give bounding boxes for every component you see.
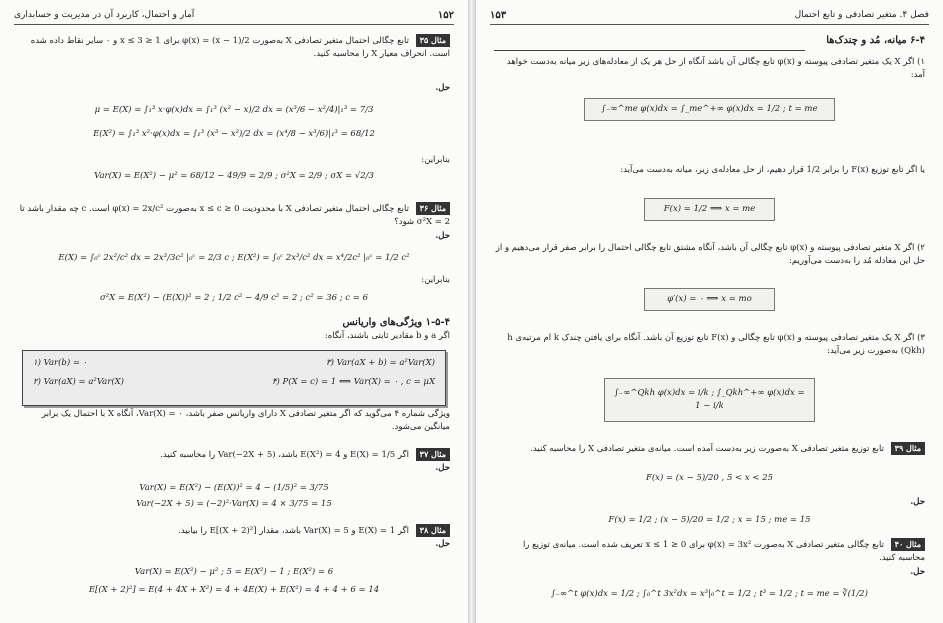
example-40-text: تابع چگالی متغیر تصادفی X به‌صورت φ(x) = 3x² برای 0 ≤ x ≤ 1 تعریف شده است. میانه‌ی توزیع را محاسبه کنید. <box>522 540 925 563</box>
example-40 <box>494 538 925 565</box>
variance-properties-box <box>22 350 446 406</box>
equation-36b: σ²X = E(X²) − (E(X))² = 2 ; 1/2 c² − 4/9 c² = 2 ; c² = 36 ; c = 6 <box>99 293 369 303</box>
mode-equation-box <box>644 288 775 311</box>
example-39-text: تابع توزیع متغیر تصادفی X به‌صورت زیر به‌دست آمده است. میانه‌ی متغیر تصادفی X را محاسبه کنید. <box>530 444 884 454</box>
section-rule <box>494 50 805 51</box>
equation-36a: E(X) = ∫₀ᶜ 2x²/c² dx = 2x³/3c² |₀ᶜ = 2/3 c ; E(X²) = ∫₀ᶜ 2x³/c² dx = x⁴/2c² |₀ᶜ = 1/2 c² <box>58 253 410 263</box>
cdf-equation: F(x) = 1/2 ⟹ x = me <box>663 204 756 214</box>
example-37-text: اگر E(X) = 1/5 و E(X²) = 4 باشد، Var(−2X + 5) را محاسبه کنید. <box>160 450 409 460</box>
left-content <box>18 30 450 617</box>
example-39-solution-label: حل. <box>910 497 925 507</box>
property-1: ۱) Var(b) = ۰ <box>33 358 88 368</box>
left-page-header <box>14 8 454 25</box>
example-39-tag: مثال ۳۹ <box>891 442 925 455</box>
property-3: ۳) Var(aX + b) = a²Var(X) <box>326 358 435 368</box>
example-36-solution-label: حل. <box>435 231 450 241</box>
median-equation-box <box>584 98 835 121</box>
quantile-equation: ∫₋∞^Qkh φ(x)dx = i/k ; ∫_Qkh^+∞ φ(x)dx = 1 − i/k <box>614 388 805 411</box>
example-35-text: تابع چگالی احتمال متغیر تصادفی X به‌صورت φ(x) = (x − 1)/2 برای 1 ≤ x ≤ 3 و ۰ سایر نقاط داده شده است. انحراف معیار X را محاسبه کنید. <box>30 36 450 59</box>
example-36 <box>18 202 450 229</box>
example-38-text: اگر E(X) = 1 و Var(X) = 5 باشد، مقدار E[(X + 2)²] را بیابید. <box>178 526 409 536</box>
example-35-tag: مثال ۳۵ <box>416 34 450 47</box>
item-2-mode: ۲) اگر X متغیر تصادفی پیوسته و φ(x) تابع چگالی آن باشد، آنگاه مشتق تابع چگالی احتمال را برابر صفر قرار می‌دهیم و از حل این معادله مُد را به‌دست می‌آوریم: <box>495 243 925 266</box>
item-3-quantile: ۳) اگر X یک متغیر تصادفی پیوسته و φ(x) تابع چگالی و F(x) تابع توزیع آن باشد. آنگاه برای یافتن چندک k ام مرتبه‌ی h (Qkh) به‌صورت زیر می‌آید: <box>507 333 925 356</box>
example-38 <box>18 524 450 538</box>
equation-37a: Var(X) = E(X²) − (E(X))² = 4 − (1/5)² = 3/75 <box>139 483 329 493</box>
book-gutter <box>468 0 476 623</box>
property-2: ۲) Var(aX) = a²Var(X) <box>33 377 124 387</box>
therefore-label-1: بنابراین: <box>421 155 450 165</box>
right-page-header <box>490 8 929 25</box>
equation-40: ∫₋∞^t φ(x)dx = 1/2 ; ∫₀^t 3x²dx = x³|₀^t = 1/2 ; t³ = 1/2 ; t = me = ∛(1/2) <box>551 589 868 599</box>
example-37-tag: مثال ۳۷ <box>416 448 450 461</box>
section-median-mode-quantiles: ۶-۴ میانه، مُد و چندک‌ها <box>826 35 925 46</box>
item-1-median: ۱) اگر X یک متغیر تصادفی پیوسته و φ(x) تابع چگالی آن باشد آنگاه از حل هر یک از معادله‌های زیر میانه به‌دست خواهد آمد: <box>506 57 925 80</box>
median-equation: ∫₋∞^me φ(x)dx = ∫_me^+∞ φ(x)dx = 1/2 ; t = me <box>601 104 818 114</box>
example-35-solution-label: حل. <box>435 83 450 93</box>
equation-variance: Var(X) = E(X²) − μ² = 68/12 − 49/9 = 2/9 ; σ²X = 2/9 ; σX = √2/3 <box>94 171 374 181</box>
example-36-tag: مثال ۳۶ <box>416 202 450 215</box>
example-38-tag: مثال ۳۸ <box>416 524 450 537</box>
cdf-text: یا اگر تابع توزیع F(x) را برابر 1/2 قرار دهیم، از حل معادله‌ی زیر، میانه به‌دست می‌آید: <box>620 165 925 175</box>
left-header-title: آمار و احتمال، کاربرد آن در مدیریت و حسابداری <box>14 10 195 20</box>
equation-39a: F(x) = (x − 5)/20 , 5 < x < 25 <box>645 473 774 483</box>
left-page <box>0 0 468 623</box>
example-39 <box>494 442 925 456</box>
example-40-tag: مثال ۴۰ <box>891 538 925 551</box>
right-page <box>476 0 943 623</box>
section-variance-properties: ۱-۵-۴ ویژگی‌های واریانس <box>342 317 450 328</box>
example-37 <box>18 448 450 462</box>
equation-38a: Var(X) = E(X²) − μ² ; 5 = E(X²) − 1 ; E(X²) = 6 <box>134 567 334 577</box>
example-36-text: تابع چگالی احتمال متغیر تصادفی X با محدودیت 0 ≤ x ≤ c به‌صورت φ(x) = 2x/c² است. c چه مقدار باشد تا σ²X = 2 شود؟ <box>19 204 450 227</box>
example-38-solution-label: حل. <box>435 539 450 549</box>
example-35 <box>18 34 450 61</box>
property-note: ویژگی شماره ۴ می‌گوید که اگر متغیر تصادفی X دارای واریانس صفر باشد، Var(X) = ۰، آنگاه X با احتمال یک برابر میانگین می‌شود. <box>41 409 450 432</box>
right-page-number: ۱۵۳ <box>490 9 507 21</box>
example-40-solution-label: حل. <box>910 567 925 577</box>
equation-second-moment: E(X²) = ∫₁³ x²·φ(x)dx = ∫₁³ (x³ − x²)/2 dx = (x⁴/8 − x³/6)|₁³ = 68/12 <box>93 129 375 139</box>
therefore-label-2: بنابراین: <box>421 275 450 285</box>
right-content <box>494 30 925 617</box>
quantile-equation-box <box>604 378 815 422</box>
equation-38b: E[(X + 2)²] = E(4 + 4X + X²) = 4 + 4E(X) + E(X²) = 4 + 4 + 6 = 14 <box>88 585 380 595</box>
property-4: ۴) P(X = c) = 1 ⟺ Var(X) = ۰ , c = μX <box>271 377 435 387</box>
section-intro: اگر a و b مقادیر ثابتی باشند، آنگاه: <box>324 331 450 341</box>
left-page-number: ۱۵۲ <box>437 9 454 21</box>
example-37-solution-label: حل. <box>435 463 450 473</box>
equation-mean: μ = E(X) = ∫₁³ x·φ(x)dx = ∫₁³ (x² − x)/2 dx = (x³/6 − x²/4)|₁³ = 7/3 <box>94 105 374 115</box>
right-header-title: فصل ۴. متغیر تصادفی و تابع احتمال <box>794 10 929 20</box>
equation-39b: F(x) = 1/2 ; (x − 5)/20 = 1/2 ; x = 15 ; me = 15 <box>608 515 811 525</box>
mode-equation: φ′(x) = ۰ ⟹ x = mo <box>667 294 752 304</box>
cdf-equation-box <box>644 198 775 221</box>
equation-37b: Var(−2X + 5) = (−2)²·Var(X) = 4 × 3/75 = 15 <box>136 499 332 509</box>
